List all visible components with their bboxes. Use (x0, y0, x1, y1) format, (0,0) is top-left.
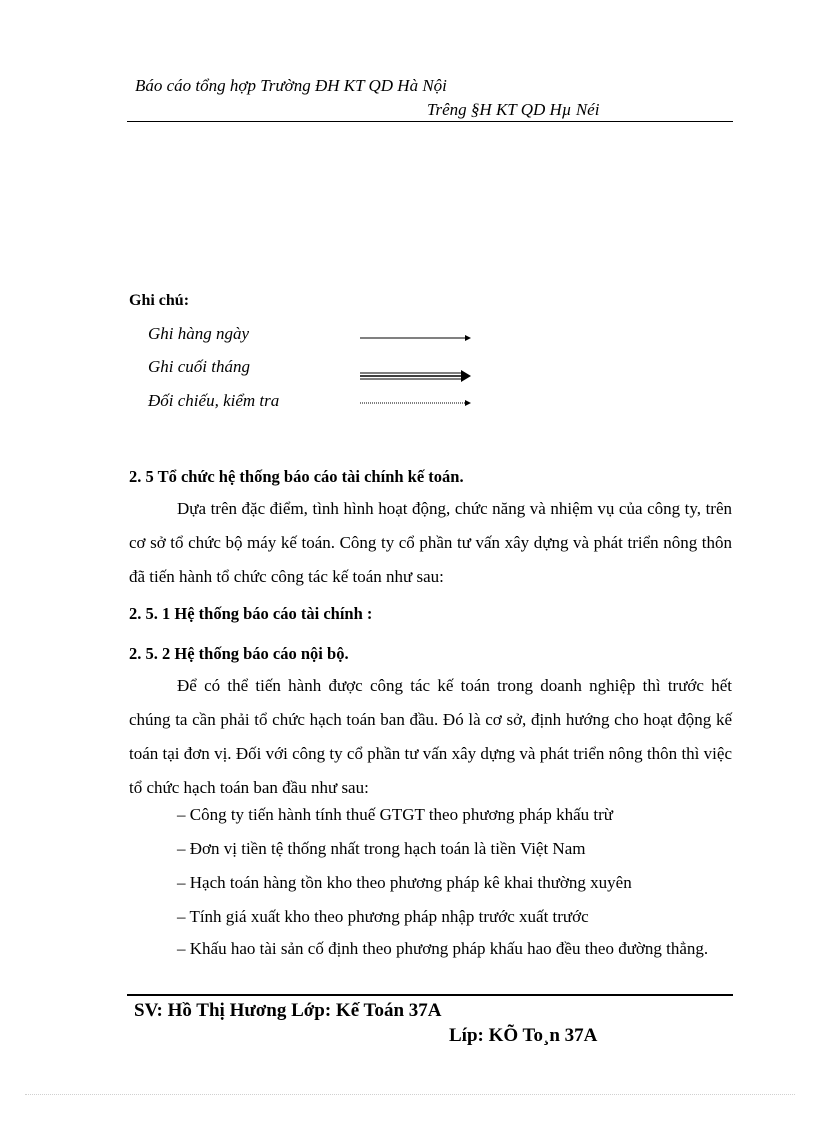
list-item: – Tính giá xuất kho theo phương pháp nhập trước xuất trước (177, 907, 589, 926)
footer-class-legacy: Líp: KÕ To¸n 37A (449, 1025, 598, 1046)
list-item: – Công ty tiến hành tính thuế GTGT theo phương pháp khấu trừ (177, 805, 613, 824)
header-title-legacy: Trêng §H KT QD Hµ Néi (427, 100, 600, 119)
footer-divider (127, 994, 733, 996)
list-item: – Khấu hao tài sản cố định theo phương pháp khấu hao đều theo đường thẳng. (177, 939, 709, 958)
thin-arrow-icon (359, 332, 473, 344)
legend-label-monthly: Ghi cuối tháng (148, 357, 250, 376)
section-paragraph: Dựa trên đặc điểm, tình hình hoạt động, chức năng và nhiệm vụ của công ty, trên cơ sở tổ chức bộ máy kế toán. Công ty cổ phần tư vấn xây dựng và phát triển nông thôn đã tiến hành tổ chức công tác kế toán như sau: (129, 499, 732, 586)
dotted-arrow-icon (359, 397, 473, 409)
header-title: Báo cáo tổng hợp Trường ĐH KT QD Hà Nội (135, 76, 447, 95)
legend-label-check: Đối chiếu, kiểm tra (148, 391, 280, 410)
section-heading-2-5-2: 2. 5. 2 Hệ thống báo cáo nội bộ. (129, 644, 349, 663)
page-edge-divider (25, 1094, 795, 1095)
double-arrow-icon (359, 368, 473, 384)
header-divider (127, 121, 733, 122)
section-heading: 2. 5 Tổ chức hệ thống báo cáo tài chính kế toán. (129, 467, 464, 486)
list-item: – Hạch toán hàng tồn kho theo phương pháp kê khai thường xuyên (177, 873, 632, 892)
section-heading-2-5-1: 2. 5. 1 Hệ thống báo cáo tài chính : (129, 604, 373, 623)
footer-student: SV: Hồ Thị Hương Lớp: Kế Toán 37A (134, 1000, 442, 1021)
legend-label-daily: Ghi hàng ngày (148, 324, 250, 343)
section-paragraph-2-5-2: Để có thể tiến hành được công tác kế toán trong doanh nghiệp thì trước hết chúng ta cần phải tổ chức hạch toán ban đầu. Đó là cơ sở, định hướng cho hoạt động kế toán tại đơn vị. Đối với công ty cổ phần tư vấn xây dựng và phát triển nông thôn thì việc tổ chức hạch toán ban đầu như sau: (129, 676, 732, 797)
legend-title: Ghi chú: (129, 292, 190, 309)
list-item: – Đơn vị tiền tệ thống nhất trong hạch toán là tiền Việt Nam (177, 839, 586, 858)
